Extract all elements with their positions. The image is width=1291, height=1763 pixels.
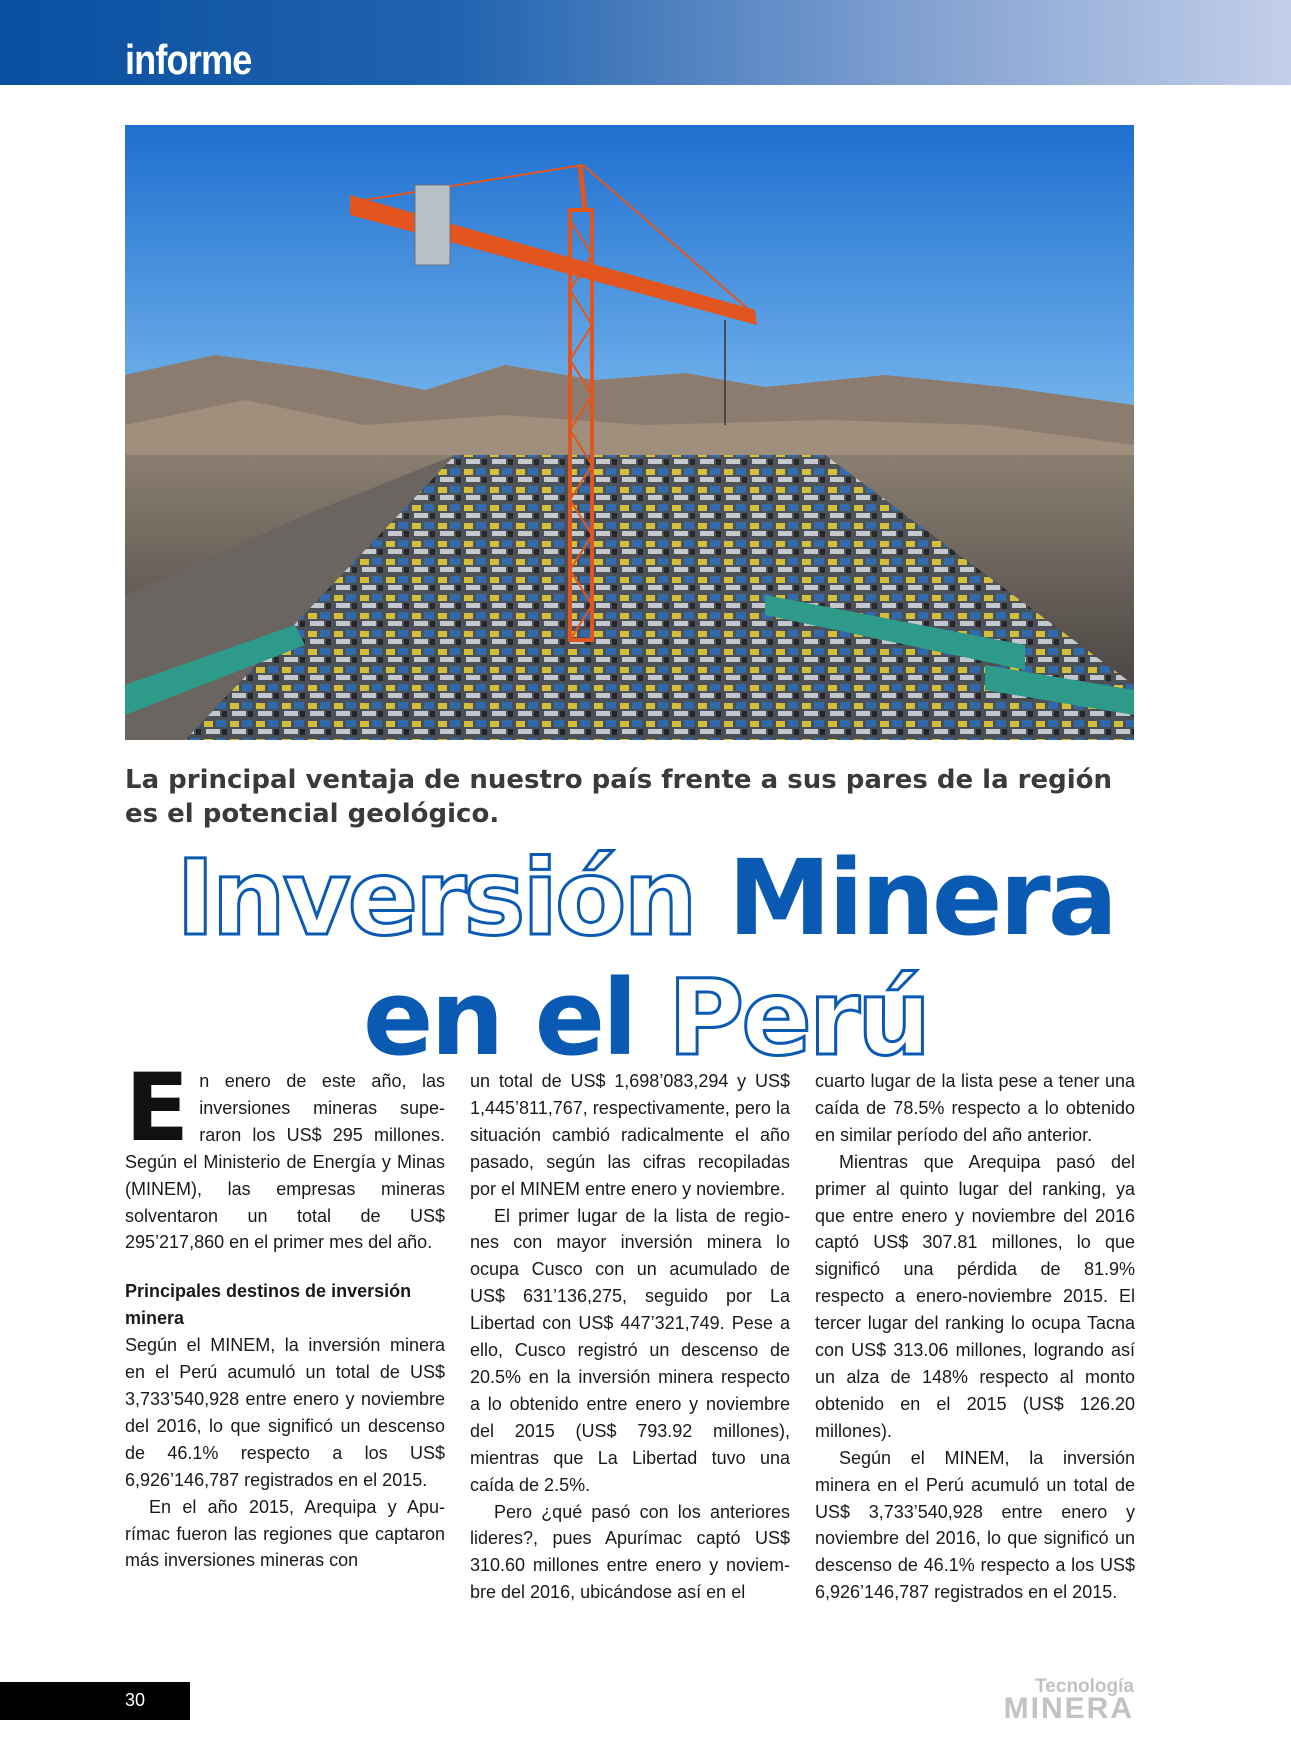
article-subtitle: La principal ventaja de nuestro país frente a sus pares de la región es el potencial geológico. <box>125 765 1113 829</box>
headline-word-en-el: en el <box>362 957 635 1079</box>
headline-word-inversion: Inversión <box>176 837 695 959</box>
headline-word-peru: Perú <box>668 957 929 1079</box>
paragraph: El primer lugar de la lista de regiones con mayor inversión minera lo ocupa Cusco con un acumulado de US$ 631’136,275, seguido por La Libertad con US$ 447’321,749. Pese a ello, Cusco registró un descenso de 20.5% en la inversión minera respecto a lo obtenido entre enero y noviembre del 2015 (US$ 793.92 millones), mientras que La Libertad tuvo una caída de 2.5%. <box>470 1205 790 1495</box>
paragraph: un total de US$ 1,698’083,294 y US$ 1,445’811,767, respectivamente, pero la situación cambió radicalmente el año pasado, según las cifras recopiladas por el MINEM entre enero y noviembre. <box>470 1071 790 1199</box>
article-body <box>125 1054 1135 1633</box>
article-column-2 <box>470 1068 790 1606</box>
headline-line-2 <box>0 958 1291 1078</box>
page-number-box <box>0 1682 190 1720</box>
paragraph: Pero ¿qué pasó con los anteriores lideres?, pues Apurímac captó US$ 310.60 millones entre enero y noviembre del 2016, ubicándose así en el <box>470 1501 790 1603</box>
magazine-logo <box>968 1676 1134 1726</box>
dropcap: E <box>125 1054 190 1163</box>
logo-line-2: MINERA <box>1003 1692 1134 1725</box>
mining-plant-crane-photo-icon <box>125 125 1134 740</box>
article-headline <box>0 838 1291 1078</box>
section-label: informe <box>125 36 252 83</box>
paragraph: En el año 2015, Arequipa y Apurímac fueron las regiones que captaron más inversiones mineras con <box>125 1496 445 1571</box>
paragraph: Según el MINEM, la inversión minera en el Perú acumuló un total de US$ 3,733’540,928 entre enero y noviembre del 2016, lo que significó un descenso de 46.1% respecto a los US$ 6,926’146,787 registrados en el 2015. <box>125 1335 445 1490</box>
paragraph-intro-text: n enero de este año, las inversiones mineras superaron los US$ 295 millones. Según el Ministerio de Energía y Minas (MINEM), las empresas mineras solventaron un total de US$ 295’217,860 en el primer mes del año. <box>125 1071 445 1253</box>
paragraph: cuarto lugar de la lista pese a tener una caída de 78.5% respecto a lo obtenido en similar período del año anterior. <box>815 1071 1135 1145</box>
headline-word-minera: Minera <box>727 837 1115 959</box>
subheading-destinos: Principales destinos de inversión minera <box>125 1281 412 1329</box>
paragraph: Según el MINEM, la inversión minera en el Perú acumuló un total de US$ 3,733’540,928 entre enero y noviembre del 2016, lo que significó un descenso de 46.1% respecto a los US$ 6,926’146,787 registrados en el 2015. <box>815 1447 1135 1603</box>
headline-line-1 <box>0 838 1291 958</box>
paragraph: Mientras que Arequipa pasó del primer al quinto lugar del ranking, ya que entre enero y noviembre del 2016 captó US$ 307.81 millones, lo que significó una pérdida de 81.9% respecto a enero-noviembre 2015. El tercer lugar del ranking lo ocupa Tacna con US$ 313.06 millones, logrando así un alza de 148% respecto al monto obtenido en el 2015 (US$ 126.20 millones). <box>815 1151 1135 1441</box>
logo-line-1: Tecnología <box>1035 1676 1134 1697</box>
page-number: 30 <box>125 1690 146 1710</box>
article-column-1 <box>125 1054 445 1574</box>
article-column-3 <box>815 1068 1135 1606</box>
paragraph-intro <box>125 1054 445 1256</box>
article-photo <box>125 125 1134 740</box>
